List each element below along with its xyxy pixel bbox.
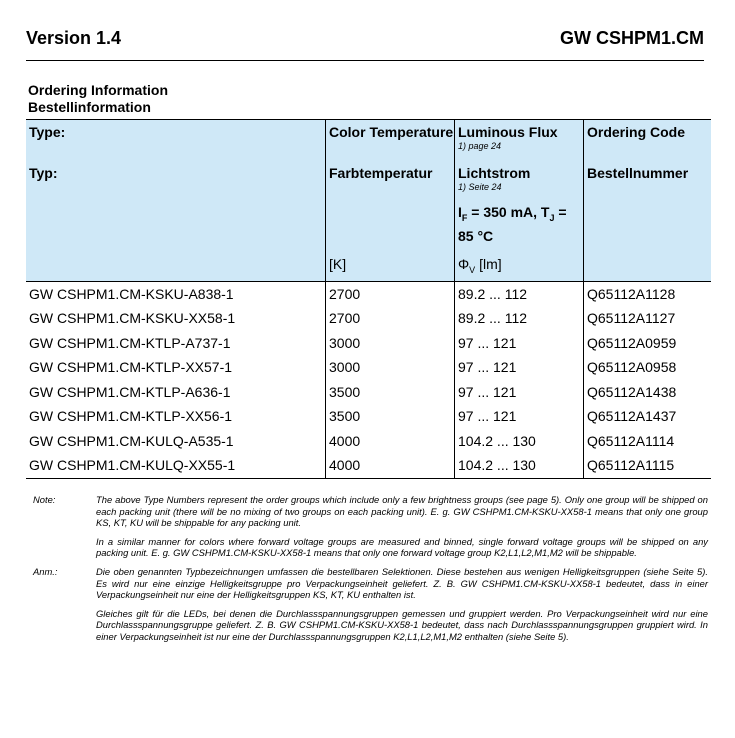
note-paragraph-1: The above Type Numbers represent the order groups which include only a few brightness groups (see page 5). Only one group will be shipped on each packing unit (there will be no mixing of two groups on each packing unit). E. g. GW CSHPM1.CM-KSKU-XX58-1 means that only one group KS, KT, KU will be shippable for any packing unit. [96,494,708,529]
cell-code: Q65112A1437 [584,404,712,429]
cell-type: GW CSHPM1.CM-KSKU-XX58-1 [29,310,236,327]
header-divider [26,60,704,61]
cond-if-sub: F [461,212,468,223]
table-row [26,453,711,478]
cell-type: GW CSHPM1.CM-KSKU-A838-1 [29,285,234,302]
cell-flux: 104.2 ... 130 [455,429,584,454]
ordering-table [26,119,711,479]
header-flux-en [455,120,584,153]
section-title-de: Bestellinformation [28,99,151,115]
header-empty-cell [326,193,455,255]
note-de [33,566,708,650]
note-paragraph-2: In a similar manner for colors where forward voltage groups are measured and binned, single forward voltage groups will be shipped on any packing unit. E. g. GW CSHPM1.CM-KSKU-XX58-1 means that only one forward voltage group K2,L1,L2,M1,M2 will be shippable. [96,535,708,559]
cell-flux: 97 ... 121 [455,331,584,356]
cell-cct: 2700 [326,281,455,306]
anm-paragraph-1: Die oben genannten Typbezeichnungen umfassen die bestellbaren Selektionen. Diese bestehen aus wenigen Helligkeitsgruppen (siehe Seite 5). Es wird nur eine einzige Helligkeitsgruppe pro Verpackungseinheit geliefert. Z. B. GW CSHPM1.CM-KSKU-XX58-1 bedeutet, dass in einer Verpackungseinheit nur eine der Helligkeitsgruppen KS, KT, KU enthalten ist. [96,565,708,601]
header-flux-en-label: Luminous Flux [458,124,558,140]
header-flux-condition [455,193,584,255]
cell-code: Q65112A0959 [584,331,712,356]
note-label: Note: [33,494,56,505]
anm-body [96,566,708,650]
table-row [26,331,711,356]
cell-cct: 3000 [326,355,455,380]
cell-type: GW CSHPM1.CM-KTLP-XX57-1 [29,359,233,376]
header-type-en: Type: [26,120,326,153]
table-row [26,404,711,429]
cell-cct: 4000 [326,429,455,454]
header-code-de: Bestellnummer [584,152,712,193]
cell-code: Q65112A1115 [584,453,712,478]
cell-code: Q65112A1128 [584,281,712,306]
cond-mid: = 350 mA, T [467,204,550,220]
note-body [96,494,708,566]
table-header-row-condition [26,193,711,255]
cond-tj-sub: J [549,212,555,223]
cell-type: GW CSHPM1.CM-KULQ-A535-1 [29,432,234,449]
header-flux-unit [455,255,584,281]
header-cct-unit: [K] [326,255,455,281]
note-en [33,494,708,566]
notes-section [33,494,708,650]
header-flux-de [455,152,584,193]
document-version: Version 1.4 [26,28,122,48]
cell-type: GW CSHPM1.CM-KULQ-XX55-1 [26,453,326,478]
table-header-row-units [26,255,711,281]
cell-code: Q65112A0958 [584,355,712,380]
header-empty-cell [584,193,712,255]
section-title [28,82,168,116]
flux-symbol-sub: V [469,264,476,275]
cell-code: Q65112A1114 [584,429,712,454]
table-row [26,355,711,380]
table-header-row-en [26,120,711,153]
header-type-de: Typ: [26,152,326,193]
cell-type: GW CSHPM1.CM-KTLP-A737-1 [29,334,231,351]
header-empty-cell [26,193,326,255]
header-flux-en-footnote: 1) page 24 [458,141,502,151]
cell-flux: 89.2 ... 112 [455,306,584,331]
cell-type: GW CSHPM1.CM-KTLP-A636-1 [29,383,231,400]
table-row [26,429,711,454]
header-flux-de-label: Lichtstrom [458,165,531,181]
header-empty-cell [26,255,326,281]
cell-flux: 89.2 ... 112 [455,281,584,306]
cond-if: I [458,204,462,220]
cell-flux: 104.2 ... 130 [455,453,584,478]
cond-end: = 85 °C [458,204,567,244]
cell-flux: 97 ... 121 [455,355,584,380]
cell-type: GW CSHPM1.CM-KTLP-XX56-1 [29,408,233,425]
table-row [26,306,711,331]
table-row [26,380,711,405]
cell-flux: 97 ... 121 [455,404,584,429]
header-empty-cell [584,255,712,281]
flux-symbol: Φ [458,255,470,272]
cell-flux: 97 ... 121 [455,380,584,405]
table-header-row-de [26,152,711,193]
header-code-en: Ordering Code [584,120,712,153]
cell-cct: 3500 [326,380,455,405]
header-cct-en: Color Temperature [326,120,455,153]
cell-cct: 3500 [326,404,455,429]
cell-code: Q65112A1438 [584,380,712,405]
header-flux-de-footnote: 1) Seite 24 [458,182,502,192]
header-cct-de: Farbtemperatur [326,152,455,193]
section-title-en: Ordering Information [28,82,168,98]
cell-cct: 2700 [326,306,455,331]
anm-paragraph-2: Gleiches gilt für die LEDs, bei denen die Durchlassspannungsgruppen gemessen und gruppiert werden. Pro Verpackungseinheit wird nur eine Durchlassspannungsgruppe geliefert. Z. B. GW CSHPM1.CM-KSKU-XX58-1 bedeutet, dass nach Durchlassspannungsgruppen gruppiert wird. In einer Verpackungseinheit ist nur eine der Durchlassspannungsgruppen K2,L1,L2,M1,M2 enthalten (siehe Seite 5). [96,607,708,642]
cell-cct: 4000 [326,453,455,478]
anm-label: Anm.: [33,565,58,577]
flux-unit: [lm] [475,255,502,272]
cell-cct: 3000 [326,331,455,356]
cell-code: Q65112A1127 [584,306,712,331]
product-name: GW CSHPM1.CM [560,28,704,48]
table-row [26,281,711,306]
